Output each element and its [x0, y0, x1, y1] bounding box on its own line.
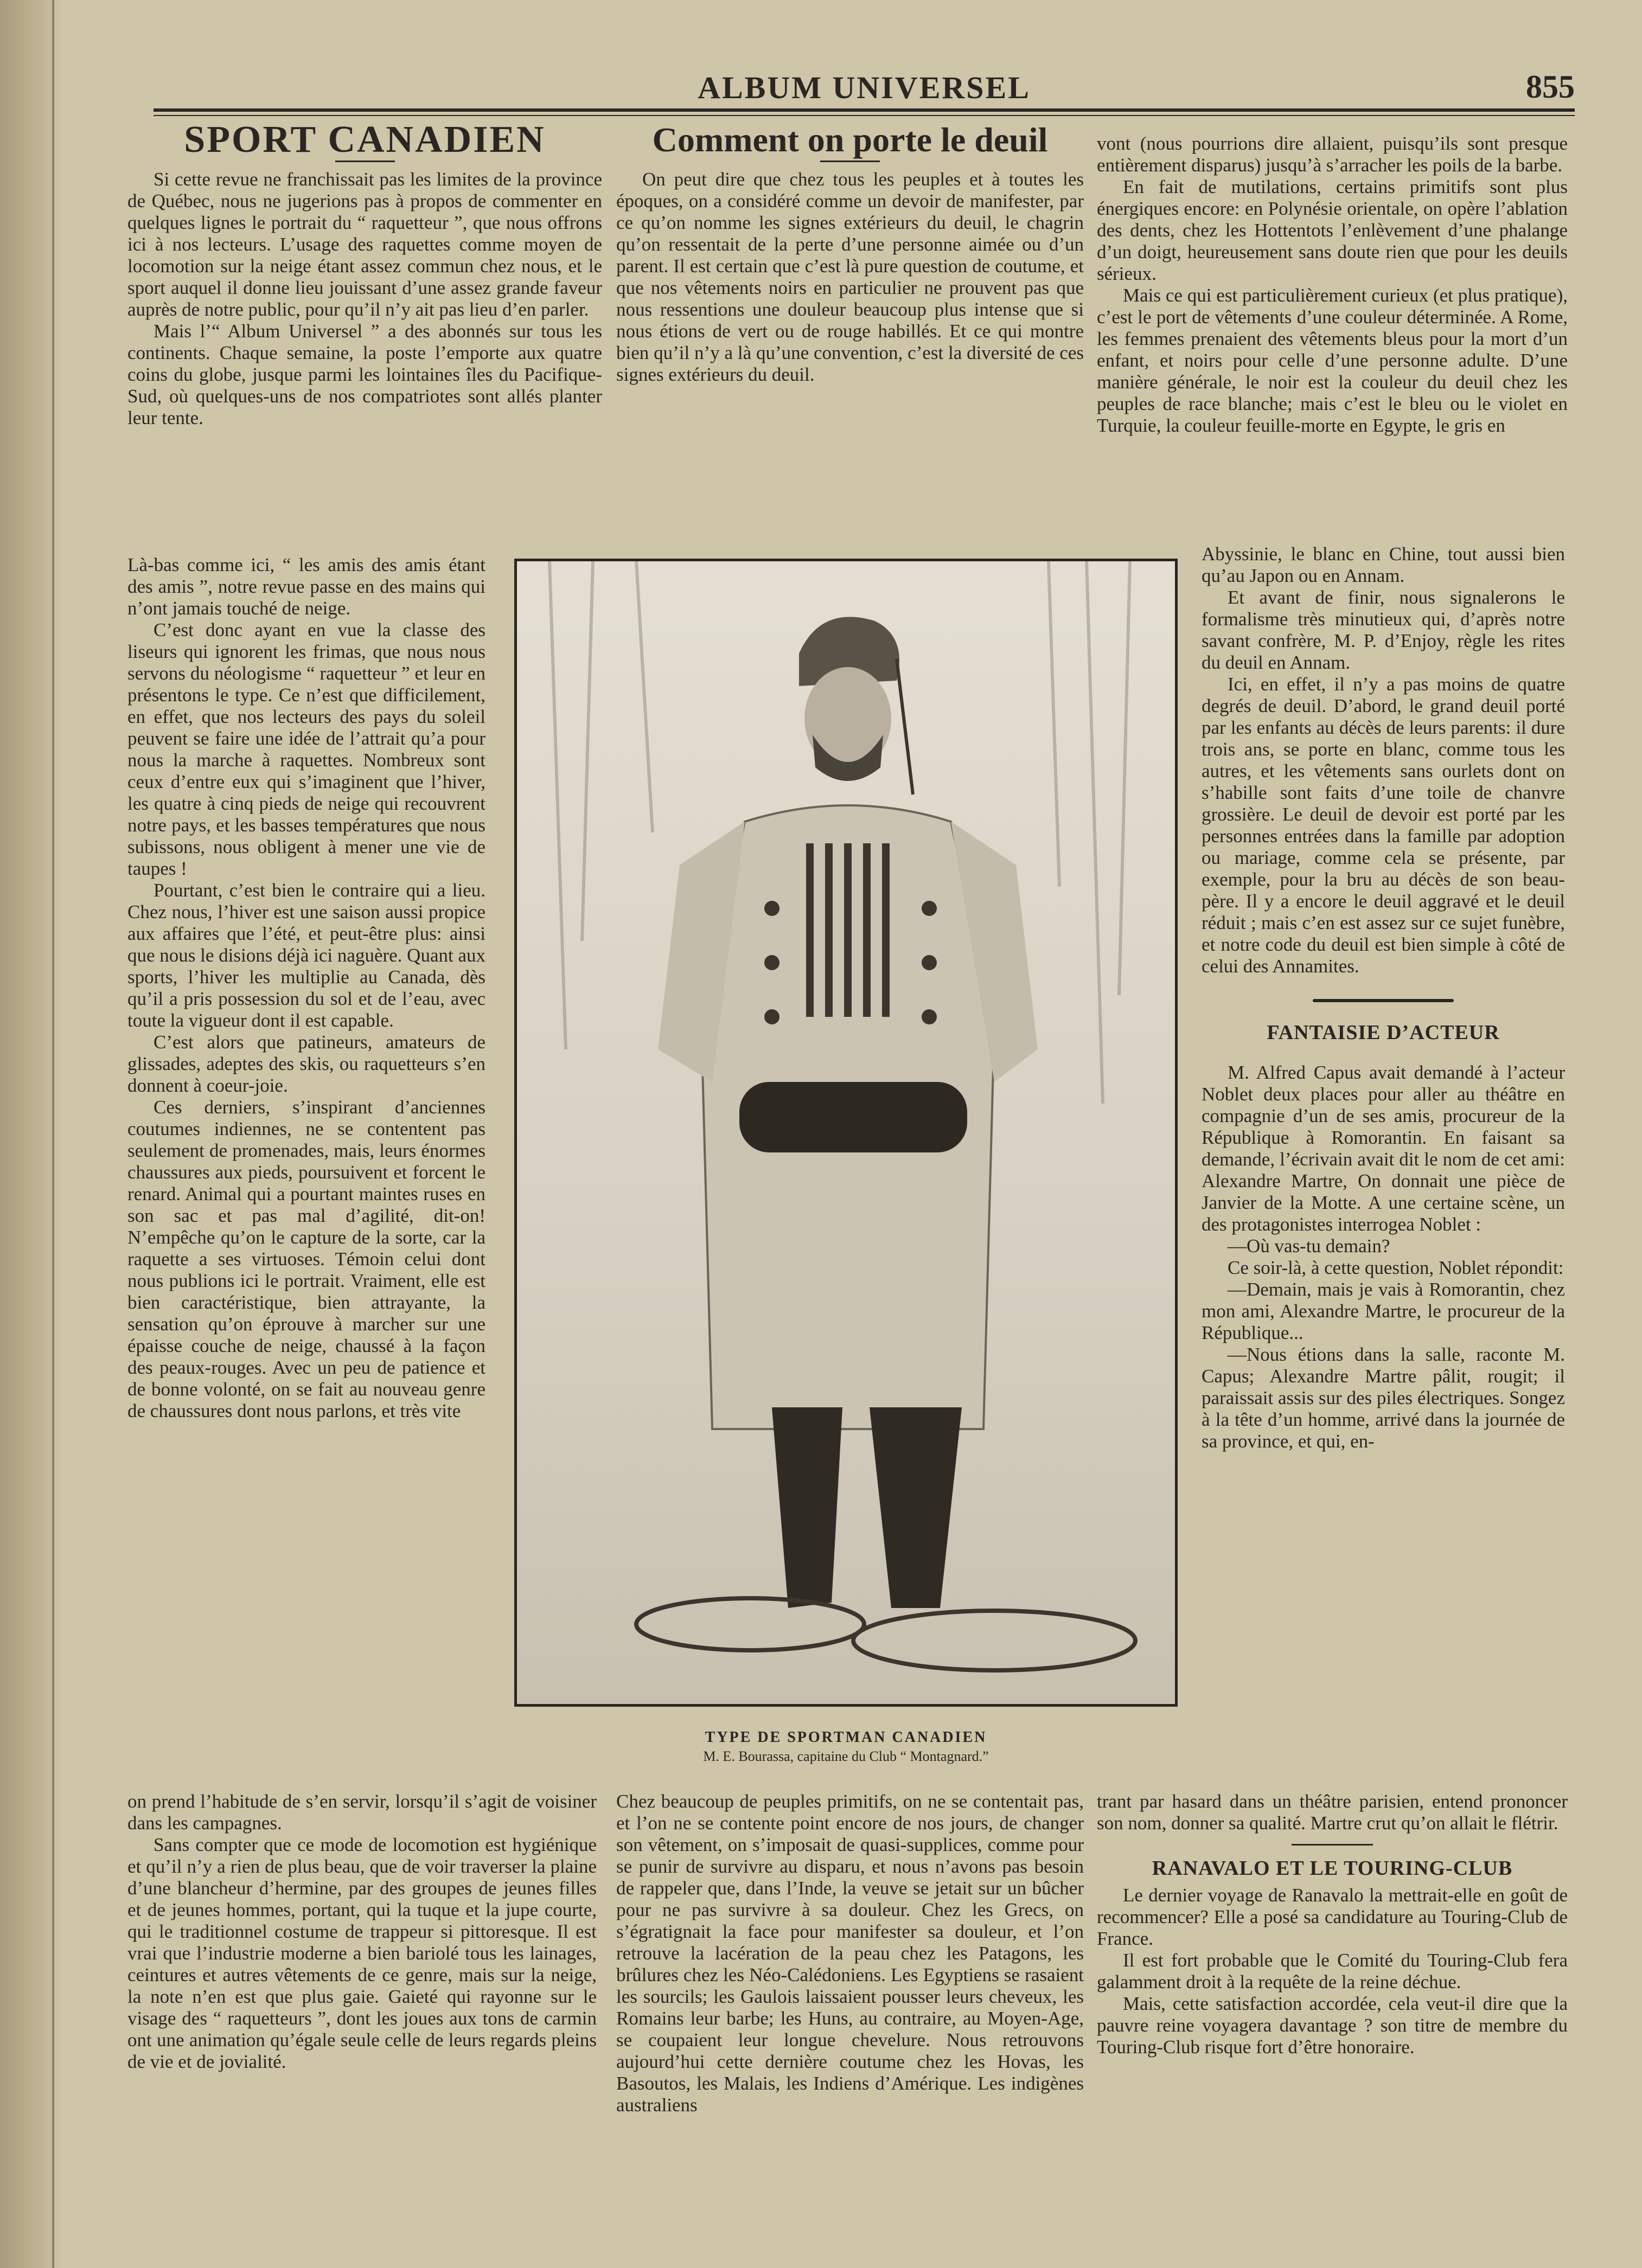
paragraph: Abyssinie, le blanc en Chine, tout aussi bien qu’au Japon ou en Annam. [1202, 543, 1565, 586]
article-deuil-cont [616, 1791, 1084, 2116]
masthead-title: ALBUM UNIVERSEL [698, 70, 1031, 105]
paragraph: Pourtant, c’est bien le contraire qui a lieu. Chez nous, l’hiver est une saison aussi propice aux affaires que l’été, et peut-être plus: ainsi que nous le disions déjà ici naguère. Quant aux sports, l’hiver les multiplie au Canada, dès qu’il a pris possession du sol et de l’eau, avec toute la vigueur dont il est capable. [127, 880, 485, 1031]
paragraph: Si cette revue ne franchissait pas les limites de la province de Québec, nous ne jugerions pas à propos de commenter en quelques lignes le portrait du “ raquetteur ”, que nous offrons ici à nos lecteurs. L’usage des raquettes comme moyen de locomotion sur la neige étant assez commun chez nous, et le sport auquel il donne lieu jouissant d’une assez grande faveur auprès de notre public, pour qu’il n’y ait pas lieu d’en parler. [127, 169, 602, 320]
paragraph: En fait de mutilations, certains primitifs sont plus énergiques encore: en Polynésie orientale, on opère l’ablation des dents, chez les Hottentots l’enlèvement d’une phalange d’un doigt, heureusement sans doute rien que pour les deuils sérieux. [1097, 176, 1568, 284]
paragraph: On peut dire que chez tous les peuples et à toutes les époques, on a considéré comme un devoir de manifester, par ce qu’on nomme les signes extérieurs du deuil, le chagrin qu’on ressentait de la perte d’une personne aimée ou d’un parent. Il est certain que c’est là pure question de coutume, et que nos vêtements noirs en particulier ne prouvent pas que nous ressentions une douleur beaucoup plus intense que si nous étions de vert ou de rouge habillés. Et ce qui montre bien qu’il n’y a là qu’une convention, c’est la diversité de ces signes extérieurs du deuil. [616, 169, 1084, 385]
paragraph: C’est donc ayant en vue la classe des liseurs qui ignorent les frimas, que nous nous servons du néologisme “ raquetteur ” et leur en présentons le type. Ce n’est que difficilement, en effet, que nos lecteurs des pays du soleil peuvent se faire une idée de l’attrait qu’a pour nous la marche à raquettes. Nombreux sont ceux d’entre eux qui s’imaginent que l’hiver, les quatre à cinq pieds de neige qui recouvrent notre pays, et les basses températures que nous subissons, nous obligent à mener une vie de taupes ! [127, 619, 485, 879]
article-sport-canadien [127, 119, 602, 429]
paragraph: on prend l’habitude de s’en servir, lorsqu’il s’agit de voisiner dans les campagnes. [127, 1791, 597, 1834]
article-ranavalo [1097, 1791, 1568, 2058]
paragraph: Ce soir-là, à cette question, Noblet répondit: [1228, 1257, 1564, 1278]
heading-rule [335, 161, 395, 162]
section-heading: RANAVALO ET LE TOURING-CLUB [1152, 1857, 1513, 1880]
paragraph: Sans compter que ce mode de locomotion est hygiénique et qu’il n’y a rien de plus beau, que de voir traverser la plaine d’une blancheur d’hermine, par des groupes de jeunes filles et de jeunes hommes, portant, qui la tuque et la jupe courte, qui le traditionnel costume de trappeur si pittoresque. Il est vrai que l’industrie moderne a bien bariolé tous les lainages, ceintures et autres vêtements de ce genre, mais sur la neige, la note n’en est que plus gaie. Gaieté qui rayonne sur le visage des “ raquetteurs ”, dont les joues aux tons de carmin ont une animation qu’égale seule celle de leurs regards pleins de vie et de jovialité. [127, 1834, 597, 2072]
section-ornament [1292, 1844, 1373, 1846]
paragraph: Mais, cette satisfaction accordée, cela veut-il dire que la pauvre reine voyagera davantage ? son titre de membre du Touring-Club risque fort d’être honoraire. [1097, 1993, 1568, 2058]
paragraph: Mais l’“ Album Universel ” a des abonnés sur tous les continents. Chaque semaine, la poste l’emporte aux quatre coins du globe, jusque parmi les lointaines îles du Pacifique-Sud, où quelques-uns de nos compatriotes sont allés planter leur tente. [127, 321, 602, 428]
article-deuil [616, 120, 1084, 386]
paragraph: Ces derniers, s’inspirant d’anciennes coutumes indiennes, ne se contentent pas seulement de promenades, mais, leurs énormes chaussures aux pieds, poursuivent et forcent le renard. Animal qui a pourtant maintes ruses en son sac et pas mal d’agilité, dit-on! N’empêche qu’on le capture de la sorte, car la raquette a ses virtuoses. Témoin celui dont nous publions ici le portrait. Vraiment, elle est bien caractéristique, bien attrayante, la sensation qu’on éprouve à marcher sur une épaisse couche de neige, chaussé à la façon des peaux-rouges. Avec un peu de patience et de bonne volonté, on se fait au nouveau genre de chaussures dont nous parlons, et très vite [127, 1097, 485, 1421]
section-ornament [1313, 999, 1454, 1002]
page-gutter [0, 0, 65, 2268]
article-deuil-col3-cont [1202, 543, 1565, 1452]
article-sport-canadien-cont [127, 554, 485, 1422]
paragraph: —Où vas-tu demain? [1228, 1235, 1390, 1257]
paragraph: Ici, en effet, il n’y a pas moins de quatre degrés de deuil. D’abord, le grand deuil porté par les enfants au décès de leurs parents: il dure trois ans, se porte en blanc, comme tous les autres, et les vêtements sans ourlets dont on s’habille sont faits d’une toile de chanvre grossière. Le deuil de devoir est porté par les personnes entrées dans la famille par adoption ou mariage, comme cela se présente, par exemple, pour la bru au décès de son beau-père. Il y a encore le deuil aggravé et le deuil réduit ; mais c’en est assez sur ce sujet funèbre, et notre code du deuil est bien simple à côté de celui des Annamites. [1202, 674, 1565, 977]
article-deuil-col3 [1097, 133, 1568, 437]
article-heading: SPORT CANADIEN [184, 119, 546, 161]
section-heading: FANTAISIE D’ACTEUR [1267, 1021, 1500, 1044]
header-rule-thin [154, 115, 1575, 116]
paragraph: Là-bas comme ici, “ les amis des amis étant des amis ”, notre revue passe en des mains qui n’ont jamais touché de neige. [127, 554, 485, 619]
caption-subtitle: M. E. Bourassa, capitaine du Club “ Montagnard.” [703, 1748, 989, 1764]
article-sport-canadien-end [127, 1791, 597, 2073]
page-number: 855 [1526, 69, 1575, 105]
header-rule [154, 108, 1575, 112]
paragraph: Mais ce qui est particulièrement curieux (et plus pratique), c’est le port de vêtements d’une couleur déterminée. A Rome, les femmes prenaient des vêtements bleus pour la mort d’un enfant, et noirs pour celle d’une personne adulte. D’une manière générale, le noir est la couleur du deuil chez les peuples de race blanche; mais c’est le bleu ou le violet en Turquie, la couleur feuille-morte en Egypte, le gris en [1097, 285, 1568, 436]
paragraph: —Nous étions dans la salle, raconte M. Capus; Alexandre Martre pâlit, rougit; il paraissait assis sur des piles électriques. Songez à la tête d’un homme, arrivé dans la journée de sa province, et qui, en- [1202, 1344, 1565, 1452]
snowshoer-photograph [514, 559, 1178, 1707]
paragraph: C’est alors que patineurs, amateurs de glissades, adeptes des skis, ou raquetteurs s’en donnent à coeur-joie. [127, 1032, 485, 1096]
paragraph: —Demain, mais je vais à Romorantin, chez mon ami, Alexandre Martre, le procureur de la République... [1202, 1279, 1565, 1343]
paragraph: vont (nous pourrions dire allaient, puisqu’ils sont presque entièrement disparus) jusqu’à s’arracher les poils de la barbe. [1097, 133, 1568, 176]
snowshoer-figure [517, 561, 1175, 1704]
paragraph: trant par hasard dans un théâtre parisien, entend prononcer son nom, donner sa qualité. Martre crut qu’on allait le flétrir. [1097, 1791, 1568, 1834]
paragraph: Le dernier voyage de Ranavalo la mettrait-elle en goût de recommencer? Elle a posé sa candidature au Touring-Club de France. [1097, 1885, 1568, 1949]
paragraph: Chez beaucoup de peuples primitifs, on ne se contentait pas, et l’on ne se contente point encore de nos jours, de changer son vêtement, on s’imposait de quasi-supplices, comme pour se punir de survivre au disparu, et nous n’avons pas besoin de rappeler que, dans l’Inde, la veuve se jetait sur un bûcher pour ne pas survivre à sa douleur. Chez les Grecs, on s’égratignait la face pour manifester sa douleur, et l’on retrouve la lacération de la peau chez les Patagons, les brûlures chez les Néo-Calédoniens. Les Egyptiens se rasaient les sourcils; les Gaulois laissaient pousser leurs cheveux, les Romains leur barbe; les Huns, au contraire, au Moyen-Age, se coupaient leur longue chevelure. Nous retrouvons aujourd’hui cette dernière coutume chez les Hovas, les Basoutos, les Malais, les Indiens d’Amérique. Les indigènes australiens [616, 1791, 1084, 2116]
paragraph: Et avant de finir, nous signalerons le formalisme très minutieux qui, d’après notre savant confrère, M. P. d’Enjoy, règle les rites du deuil en Annam. [1202, 587, 1565, 673]
page-header [154, 65, 1575, 114]
photo-caption [514, 1728, 1178, 1766]
heading-rule [820, 161, 880, 162]
gutter-rule [52, 0, 54, 2268]
article-heading: Comment on porte le deuil [652, 120, 1048, 159]
caption-title: TYPE DE SPORTMAN CANADIEN [705, 1729, 987, 1746]
paragraph: Il est fort probable que le Comité du Touring-Club fera galamment droit à la requête de la reine déchue. [1097, 1950, 1568, 1992]
paragraph: M. Alfred Capus avait demandé à l’acteur Noblet deux places pour aller au théâtre en compagnie d’un de ses amis, procureur de la République à Romorantin. En faisant sa demande, l’écrivain avait dit le nom de cet ami: Alexandre Martre, On donnait une pièce de Janvier de la Motte. A une certaine scène, un des protagonistes interrogea Noblet : [1202, 1062, 1565, 1235]
